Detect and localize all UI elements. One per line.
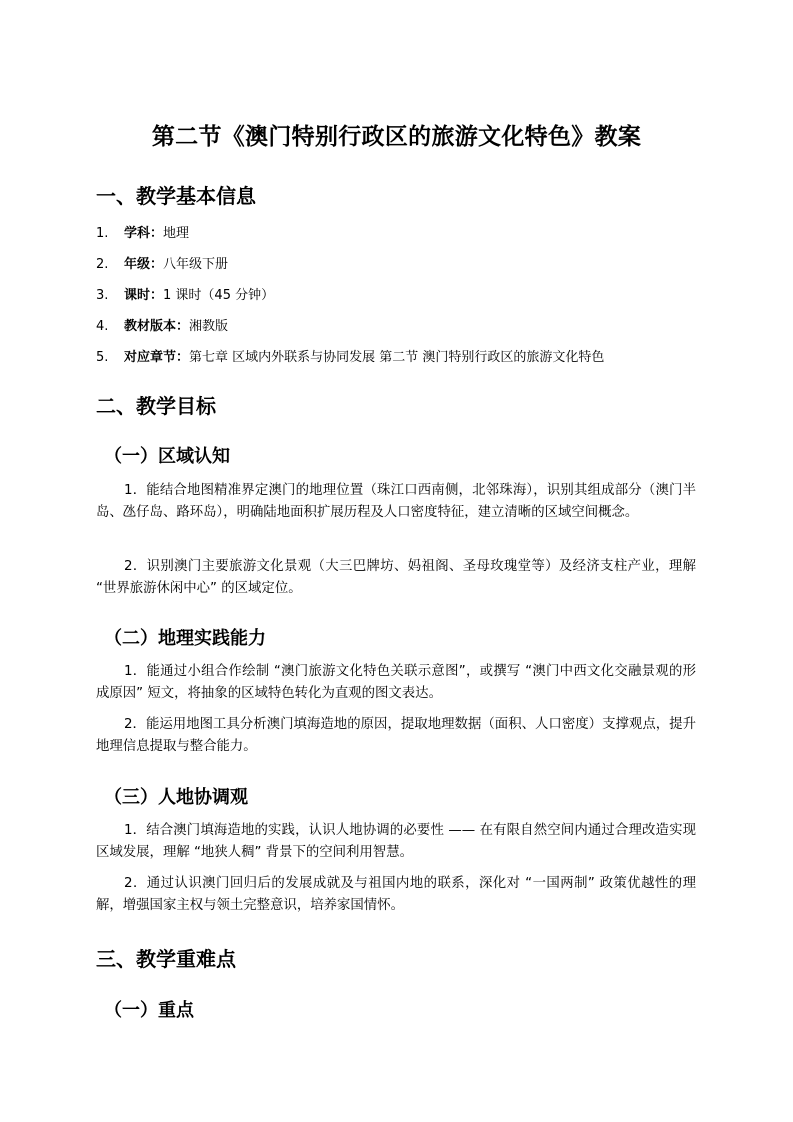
section1-heading: 一、教学基本信息 — [96, 184, 256, 208]
item-label: 学科： — [124, 226, 164, 241]
paragraph: 2．通过认识澳门回归后的发展成就及与祖国内地的联系，深化对 “一国两制” 政策优越性的理解，增强国家主权与领土完整意识，培养家国情怀。 — [96, 876, 696, 913]
section2-heading: 二、教学目标 — [96, 394, 216, 418]
item-label: 年级： — [124, 257, 164, 272]
item-number: 2. — [96, 257, 109, 272]
item-number: 3. — [96, 288, 109, 303]
subsection-regional-cognition-heading: （一）区域认知 — [104, 446, 230, 467]
item-label: 对应章节： — [124, 350, 190, 365]
item-value: 地理 — [163, 226, 190, 241]
subsection-human-land-heading: （三）人地协调观 — [104, 787, 248, 808]
item-label: 教材版本： — [124, 319, 190, 334]
paragraph: 1．能通过小组合作绘制 “澳门旅游文化特色关联示意图”，或撰写 “澳门中西文化交融景观的形成原因” 短文，将抽象的区域特色转化为直观的图文表达。 — [96, 664, 696, 701]
item-value: 第七章 区域内外联系与协同发展 第二节 澳门特别行政区的旅游文化特色 — [189, 350, 605, 365]
info-item-subject — [96, 222, 189, 241]
subsection-practice-heading: （二）地理实践能力 — [104, 628, 266, 649]
info-item-periods — [96, 284, 274, 303]
item-number: 1. — [96, 226, 109, 241]
item-value: 1 课时（45 分钟） — [163, 288, 275, 303]
document-title: 第二节《澳门特别行政区的旅游文化特色》教案 — [151, 124, 642, 150]
item-number: 4. — [96, 319, 109, 334]
info-item-chapter — [96, 346, 604, 365]
paragraph: 1．结合澳门填海造地的实践，认识人地协调的必要性 —— 在有限自然空间内通过合理改造实现区域发展，理解 “地狭人稠” 背景下的空间利用智慧。 — [96, 823, 696, 860]
paragraph: 2．识别澳门主要旅游文化景观（大三巴牌坊、妈祖阁、圣母玫瑰堂等）及经济支柱产业，理解 “世界旅游休闲中心” 的区域定位。 — [96, 559, 696, 596]
info-item-grade — [96, 253, 228, 272]
item-number: 5. — [96, 350, 109, 365]
paragraph: 1．能结合地图精准界定澳门的地理位置（珠江口西南侧，北邻珠海），识别其组成部分（澳门半岛、氹仔岛、路环岛），明确陆地面积扩展历程及人口密度特征，建立清晰的区域空间概念。 — [96, 483, 696, 520]
item-value: 八年级下册 — [163, 257, 229, 272]
paragraph: 2．能运用地图工具分析澳门填海造地的原因，提取地理数据（面积、人口密度）支撑观点，提升地理信息提取与整合能力。 — [96, 717, 696, 754]
subsection-key-points-heading: （一）重点 — [104, 1000, 194, 1021]
info-item-edition — [96, 315, 228, 334]
item-label: 课时： — [124, 288, 164, 303]
section3-heading: 三、教学重难点 — [96, 947, 236, 971]
item-value: 湘教版 — [189, 319, 229, 334]
